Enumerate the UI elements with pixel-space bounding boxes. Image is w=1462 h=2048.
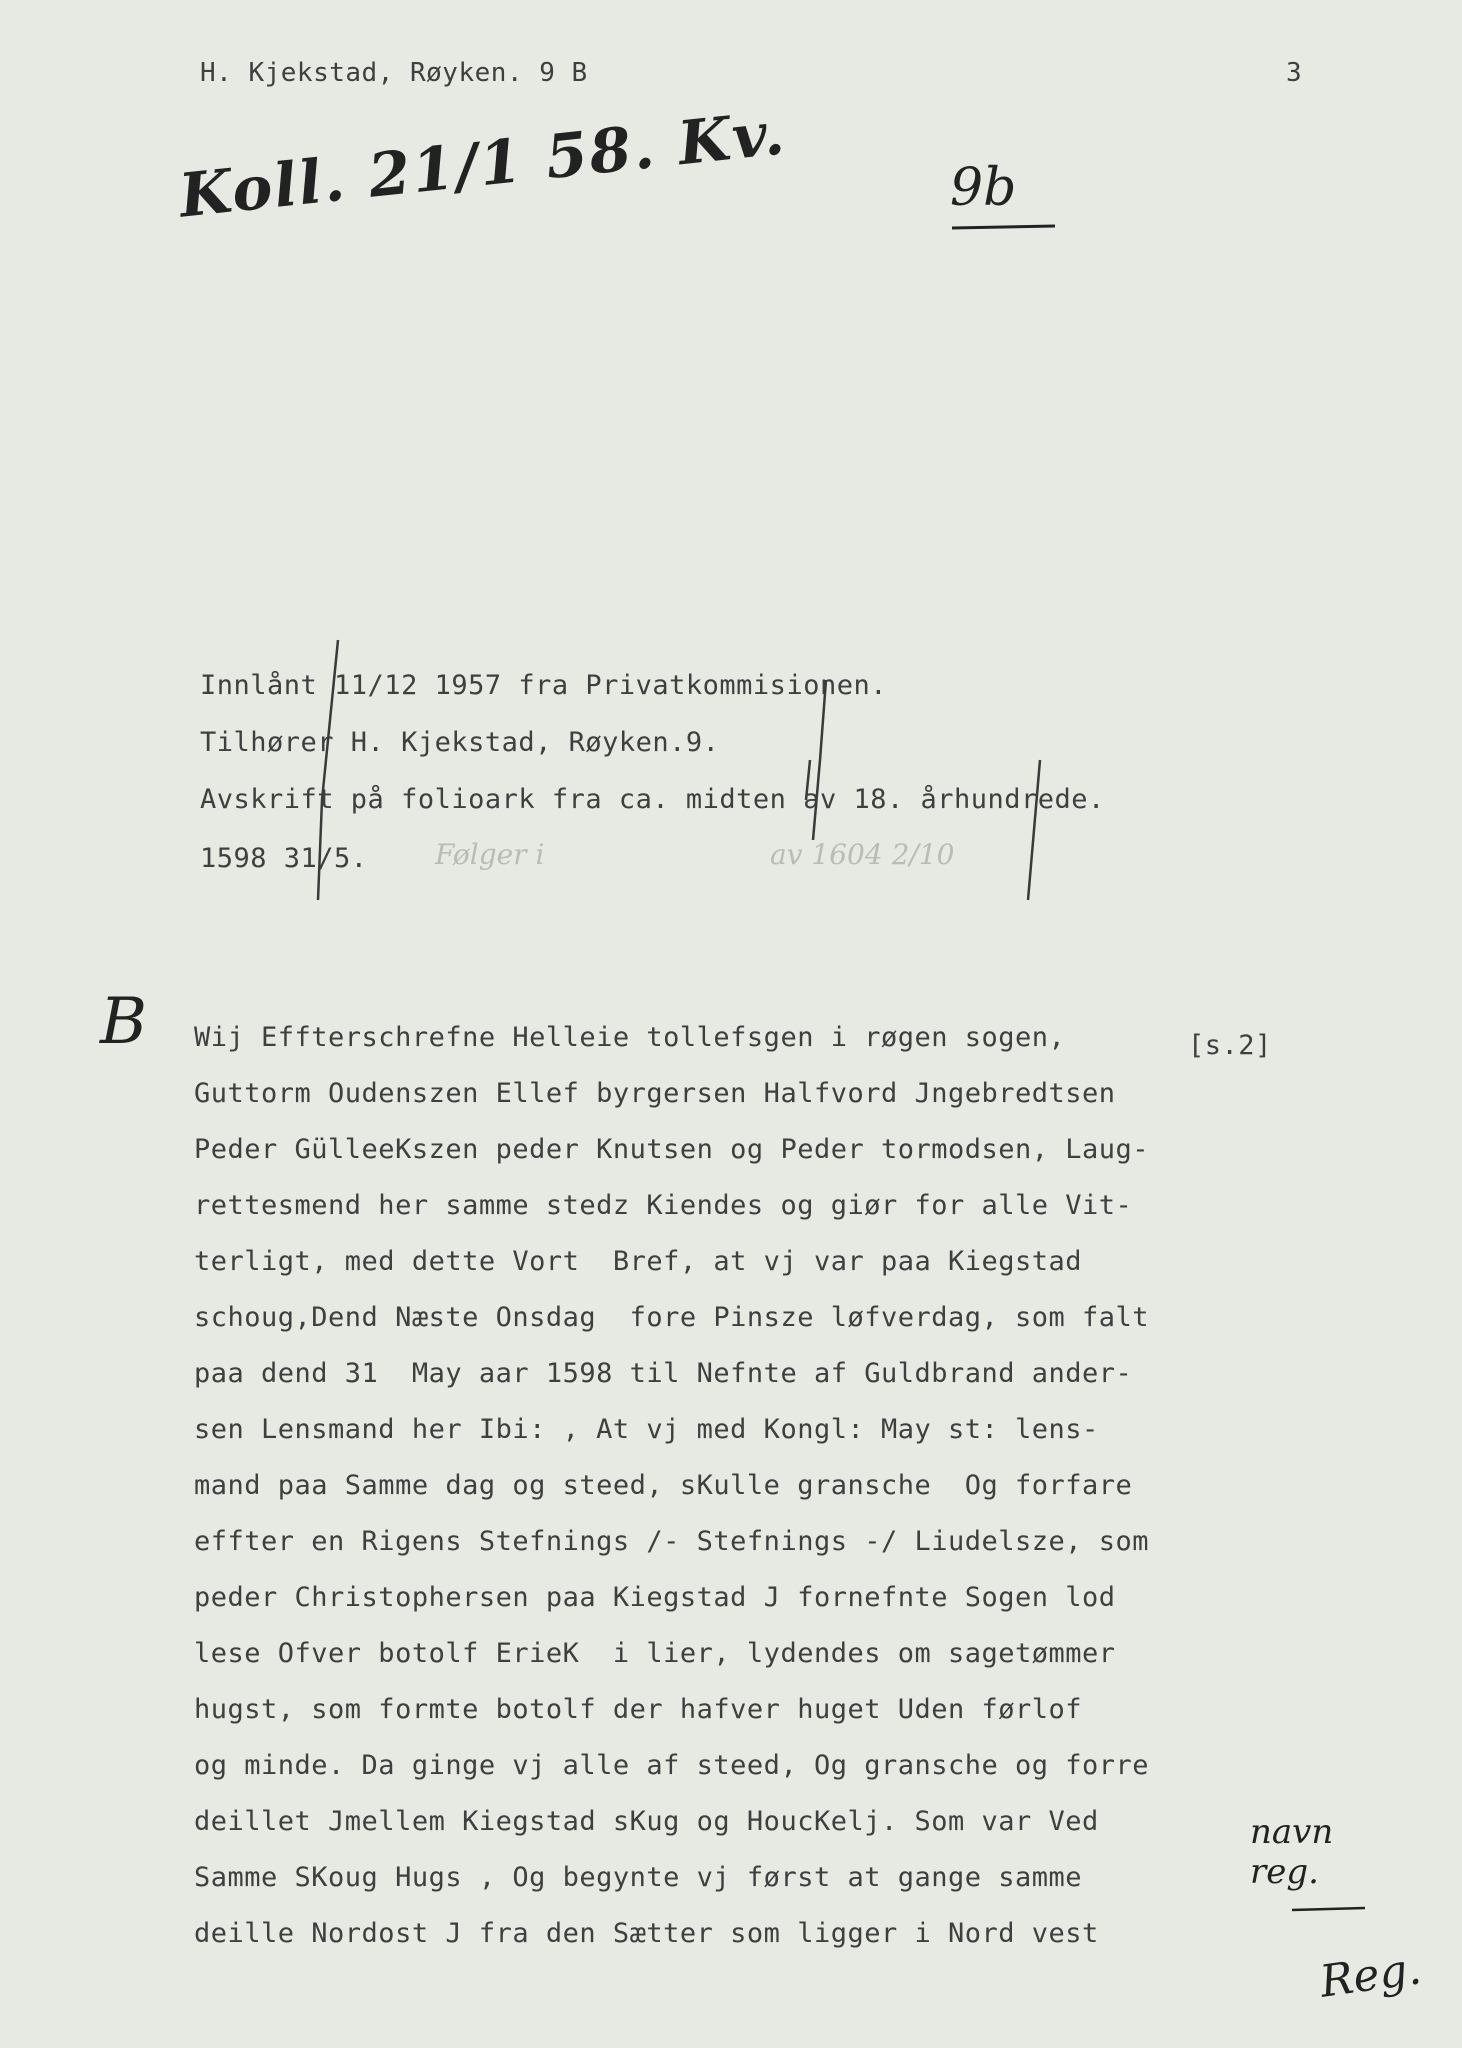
body-line-7: paa dend 31 May aar 1598 til Nefnte af Guldbrand ander- <box>194 1358 1133 1389</box>
body-line-4: rettesmend her samme stedz Kiendes og giør for alle Vit- <box>194 1190 1133 1221</box>
body-line-10: effter en Rigens Stefnings /- Stefnings -/ Liudelsze, som <box>194 1526 1150 1557</box>
body-line-17: deille Nordost J fra den Sætter som ligger i Nord vest <box>194 1918 1099 1949</box>
body-line-9: mand paa Samme dag og steed, sKulle gransche Og forfare <box>194 1470 1133 1501</box>
intro-line-4: 1598 31/5. <box>200 843 368 874</box>
intro-line-3: Avskrift på folioark fra ca. midten av 18. århundrede. <box>200 784 1105 815</box>
body-line-6: schoug,Dend Næste Onsdag fore Pinsze løfverdag, som falt <box>194 1302 1150 1333</box>
handwritten-box-label: 9b <box>950 158 1017 218</box>
intro-line-1: Innlånt 11/12 1957 fra Privatkommisionen. <box>200 670 887 701</box>
body-line-16: Samme SKoug Hugs , Og begynte vj først at gange samme <box>194 1862 1083 1893</box>
page-number: 3 <box>1286 58 1303 88</box>
body-line-3: Peder GülleeKszen peder Knutsen og Peder tormodsen, Laug- <box>194 1134 1150 1165</box>
body-line-2: Guttorm Oudenszen Ellef byrgersen Halfvord Jngebredtsen <box>194 1078 1116 1109</box>
handwritten-collation-note: Koll. 21/1 58. Kv. <box>176 98 790 232</box>
intro-line-2: Tilhører H. Kjekstad, Røyken.9. <box>200 727 720 758</box>
body-line-8: sen Lensmand her Ibi: , At vj med Kongl: May st: lens- <box>194 1414 1099 1445</box>
margin-note-reg: Reg. <box>1316 1943 1425 2008</box>
margin-letter-b: B <box>100 985 148 1059</box>
body-line-1: Wij Effterschrefne Helleie tollefsgen i røgen sogen, <box>194 1022 1066 1053</box>
body-line-13: hugst, som formte botolf der hafver huget Uden førlof <box>194 1694 1083 1725</box>
page-reference: [s.2] <box>1188 1030 1272 1061</box>
faint-pencil-note-2: av 1604 2/10 <box>770 838 955 871</box>
margin-note-navn-reg: navn reg. <box>1250 1812 1334 1892</box>
faint-pencil-note-1: Følger i <box>435 838 545 871</box>
body-line-12: lese Ofver botolf ErieK i lier, lydendes om sagetømmer <box>194 1638 1116 1669</box>
body-line-15: deillet Jmellem Kiegstad sKug og HoucKelj. Som var Ved <box>194 1806 1099 1837</box>
body-line-14: og minde. Da ginge vj alle af steed, Og gransche og forre <box>194 1750 1150 1781</box>
margin-note-underline <box>1290 1905 1370 1915</box>
body-line-11: peder Christophersen paa Kiegstad J fornefnte Sogen lod <box>194 1582 1116 1613</box>
body-line-5: terligt, med dette Vort Bref, at vj var paa Kiegstad <box>194 1246 1083 1277</box>
header-title: H. Kjekstad, Røyken. 9 B <box>200 58 588 88</box>
